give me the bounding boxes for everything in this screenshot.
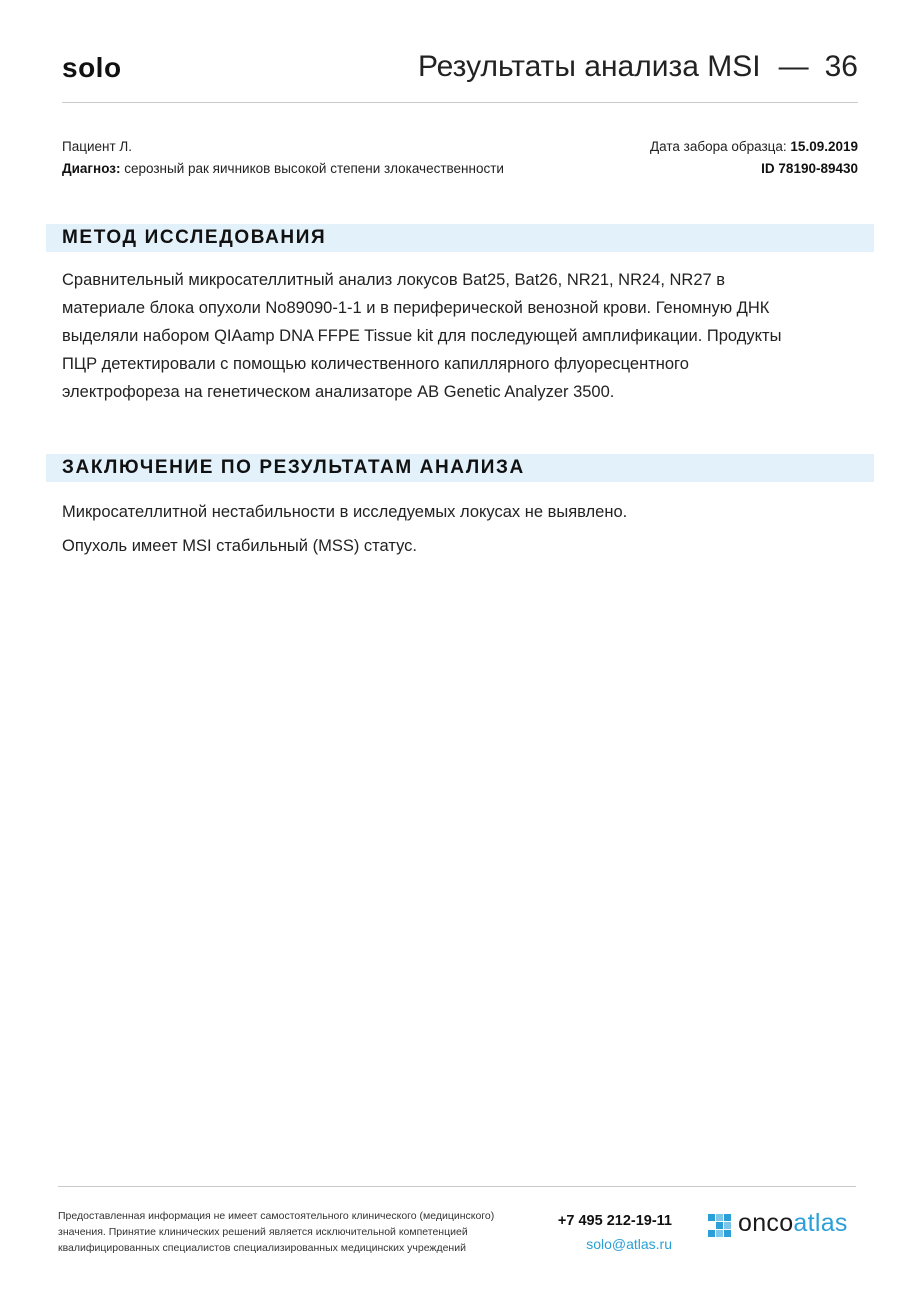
title-dash: —: [778, 50, 809, 83]
disclaimer-line: квалифицированных специалистов специализированных медицинских учреждений: [58, 1242, 466, 1254]
patient-name: Пациент Л.: [62, 139, 132, 154]
disclaimer: [58, 1208, 518, 1256]
sample-date: [650, 136, 858, 158]
method-line: ПЦР детектировали с помощью количественного капиллярного флуоресцентного: [62, 355, 689, 373]
contacts: [520, 1210, 672, 1256]
diagnosis: [62, 158, 504, 180]
sample-info: [650, 136, 858, 180]
method-text: [62, 266, 862, 406]
method-heading: МЕТОД ИССЛЕДОВАНИЯ: [62, 227, 327, 248]
brand-name: solo: [62, 52, 122, 83]
conclusion-paragraph: Микросателлитной нестабильности в исследуемых локусах не выявлено.: [62, 503, 628, 521]
disclaimer-line: значения. Принятие клинических решений является исключительной компетенцией: [58, 1226, 468, 1238]
logo-text-accent: atlas: [793, 1209, 848, 1237]
email-link[interactable]: solo@atlas.ru: [586, 1236, 672, 1252]
method-section-header: [46, 224, 874, 252]
oncoatlas-logo: [708, 1208, 868, 1240]
disclaimer-line: Предоставленная информация не имеет самостоятельного клинического (медицинского): [58, 1210, 495, 1222]
conclusion-heading: ЗАКЛЮЧЕНИЕ ПО РЕЗУЛЬТАТАМ АНАЛИЗА: [62, 457, 525, 478]
sample-date-value: 15.09.2019: [790, 139, 858, 154]
header-divider: [62, 102, 858, 103]
page-number: 36: [824, 50, 858, 83]
diagnosis-value: серозный рак яичников высокой степени злокачественности: [124, 161, 504, 176]
conclusion-paragraph: Опухоль имеет MSI стабильный (MSS) статус.: [62, 537, 417, 555]
method-line: выделяли набором QIAamp DNA FFPE Tissue kit для последующей амплификации. Продукты: [62, 327, 782, 345]
conclusion-text: [62, 498, 862, 566]
method-line: электрофореза на генетическом анализаторе AB Genetic Analyzer 3500.: [62, 383, 615, 401]
logo-text-main: onco: [738, 1209, 794, 1237]
page-title: [418, 50, 858, 84]
footer-divider: [58, 1186, 856, 1187]
method-line: материале блока опухоли No89090-1-1 и в периферической венозной крови. Геномную ДНК: [62, 299, 770, 317]
page-header: [62, 50, 858, 90]
conclusion-section-header: [46, 454, 874, 482]
diagnosis-label: Диагноз:: [62, 161, 121, 176]
logo-wordmark: [738, 1209, 848, 1238]
sample-date-label: Дата забора образца:: [650, 139, 787, 154]
report-title: Результаты анализа MSI: [417, 50, 761, 83]
pixel-grid-icon: [708, 1214, 732, 1238]
method-line: Сравнительный микросателлитный анализ локусов Bat25, Bat26, NR21, NR24, NR27 в: [62, 271, 726, 289]
patient-info: [62, 136, 504, 180]
phone-number: +7 495 212-19-11: [557, 1213, 672, 1229]
sample-id: ID 78190-89430: [761, 161, 858, 176]
